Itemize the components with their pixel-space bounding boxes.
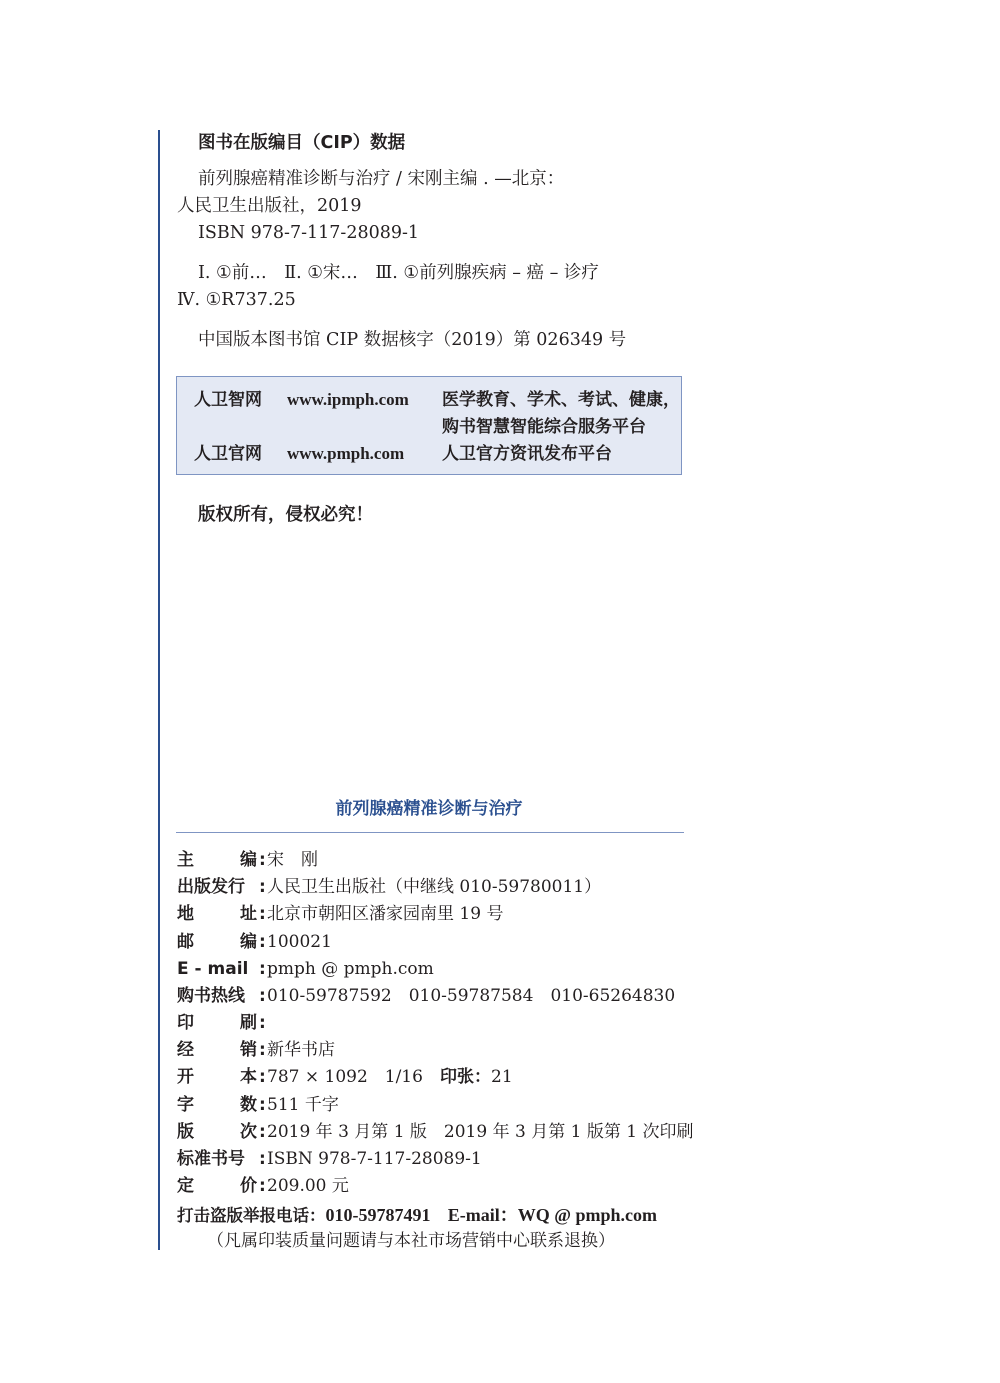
cip-line-publisher: 人民卫生出版社，2019 — [177, 196, 362, 216]
website-description: 医学教育、学术、考试、健康， — [442, 390, 680, 410]
colophon-value: 010-59787592 010-59787584 010-65264830 — [267, 986, 676, 1006]
book-title: 前列腺癌精准诊断与治疗 — [335, 799, 523, 819]
cip-line-isbn: ISBN 978-7-117-28089-1 — [198, 223, 420, 243]
colophon-value: 北京市朝阳区潘家园南里 19 号 — [267, 904, 504, 924]
anti-piracy-phone: 010-59787491 — [325, 1205, 431, 1225]
colophon-label: 定 价 — [177, 1176, 257, 1196]
colophon-label: 主 编 — [177, 850, 257, 870]
colophon-label: 版 次 — [177, 1122, 257, 1142]
anti-piracy-label: 打击盗版举报电话： — [177, 1206, 326, 1225]
colophon-label: 开 本 — [177, 1067, 257, 1087]
website-description-cont: 购书智慧智能综合服务平台 — [442, 417, 646, 437]
cip-line-title: 前列腺癌精准诊断与治疗 / 宋刚主编 . —北京： — [198, 169, 565, 189]
cip-heading: 图书在版编目（CIP）数据 — [198, 133, 406, 153]
cip-line-classification: Ⅳ. ①R737.25 — [177, 290, 296, 310]
website-url[interactable]: www.ipmph.com — [287, 390, 409, 409]
anti-piracy-email-label: E-mail： — [447, 1205, 518, 1225]
colophon-label: 地 址 — [177, 904, 257, 924]
website-name: 人卫智网 — [194, 390, 262, 410]
colophon-value: 2019 年 3 月第 1 版 2019 年 3 月第 1 版第 1 次印刷 — [267, 1122, 694, 1142]
website-url[interactable]: www.pmph.com — [287, 444, 405, 463]
colophon-value: 新华书店 — [267, 1040, 335, 1060]
cip-line-record-number: 中国版本图书馆 CIP 数据核字（2019）第 026349 号 — [198, 330, 627, 350]
colophon-value: 宋 刚 — [267, 850, 318, 870]
exchange-note: （凡属印装质量问题请与本社市场营销中心联系退换） — [207, 1231, 615, 1251]
title-divider — [176, 832, 684, 833]
colophon-value[interactable]: pmph @ pmph.com — [267, 959, 434, 979]
colophon-label: 印 刷 — [177, 1013, 257, 1033]
anti-piracy-line — [177, 1202, 657, 1229]
colophon-label: 邮 编 — [177, 932, 257, 952]
colophon-label: 经 销 — [177, 1040, 257, 1060]
left-margin-rule — [158, 130, 160, 1250]
website-name: 人卫官网 — [194, 444, 262, 464]
cip-line-subjects: Ⅰ. ①前… Ⅱ. ①宋… Ⅲ. ①前列腺疾病 – 癌 – 诊疗 — [198, 263, 599, 283]
colophon-label: 出版发行 — [177, 877, 245, 897]
colophon-value: 209.00 元 — [267, 1176, 349, 1196]
website-description: 人卫官方资讯发布平台 — [442, 444, 612, 464]
colophon-label: E - mail — [177, 959, 249, 979]
colophon-value: 100021 — [267, 932, 332, 952]
colophon-value: 511 千字 — [267, 1095, 339, 1115]
colophon-label: 购书热线 — [177, 986, 245, 1006]
colophon-value: 人民卫生出版社（中继线 010-59780011） — [267, 877, 602, 897]
colophon-label: 标准书号 — [177, 1149, 245, 1169]
colophon-value: 787 × 1092 1/16 — [267, 1067, 423, 1087]
websites-box — [176, 376, 682, 475]
anti-piracy-email[interactable]: WQ @ pmph.com — [517, 1205, 657, 1225]
colophon-value: ISBN 978-7-117-28089-1 — [267, 1149, 482, 1169]
sheets-value: 21 — [491, 1067, 513, 1087]
colophon-label: 字 数 — [177, 1095, 257, 1115]
copyright-notice: 版权所有，侵权必究！ — [198, 505, 373, 525]
sheets-label: 印张： — [440, 1067, 491, 1087]
